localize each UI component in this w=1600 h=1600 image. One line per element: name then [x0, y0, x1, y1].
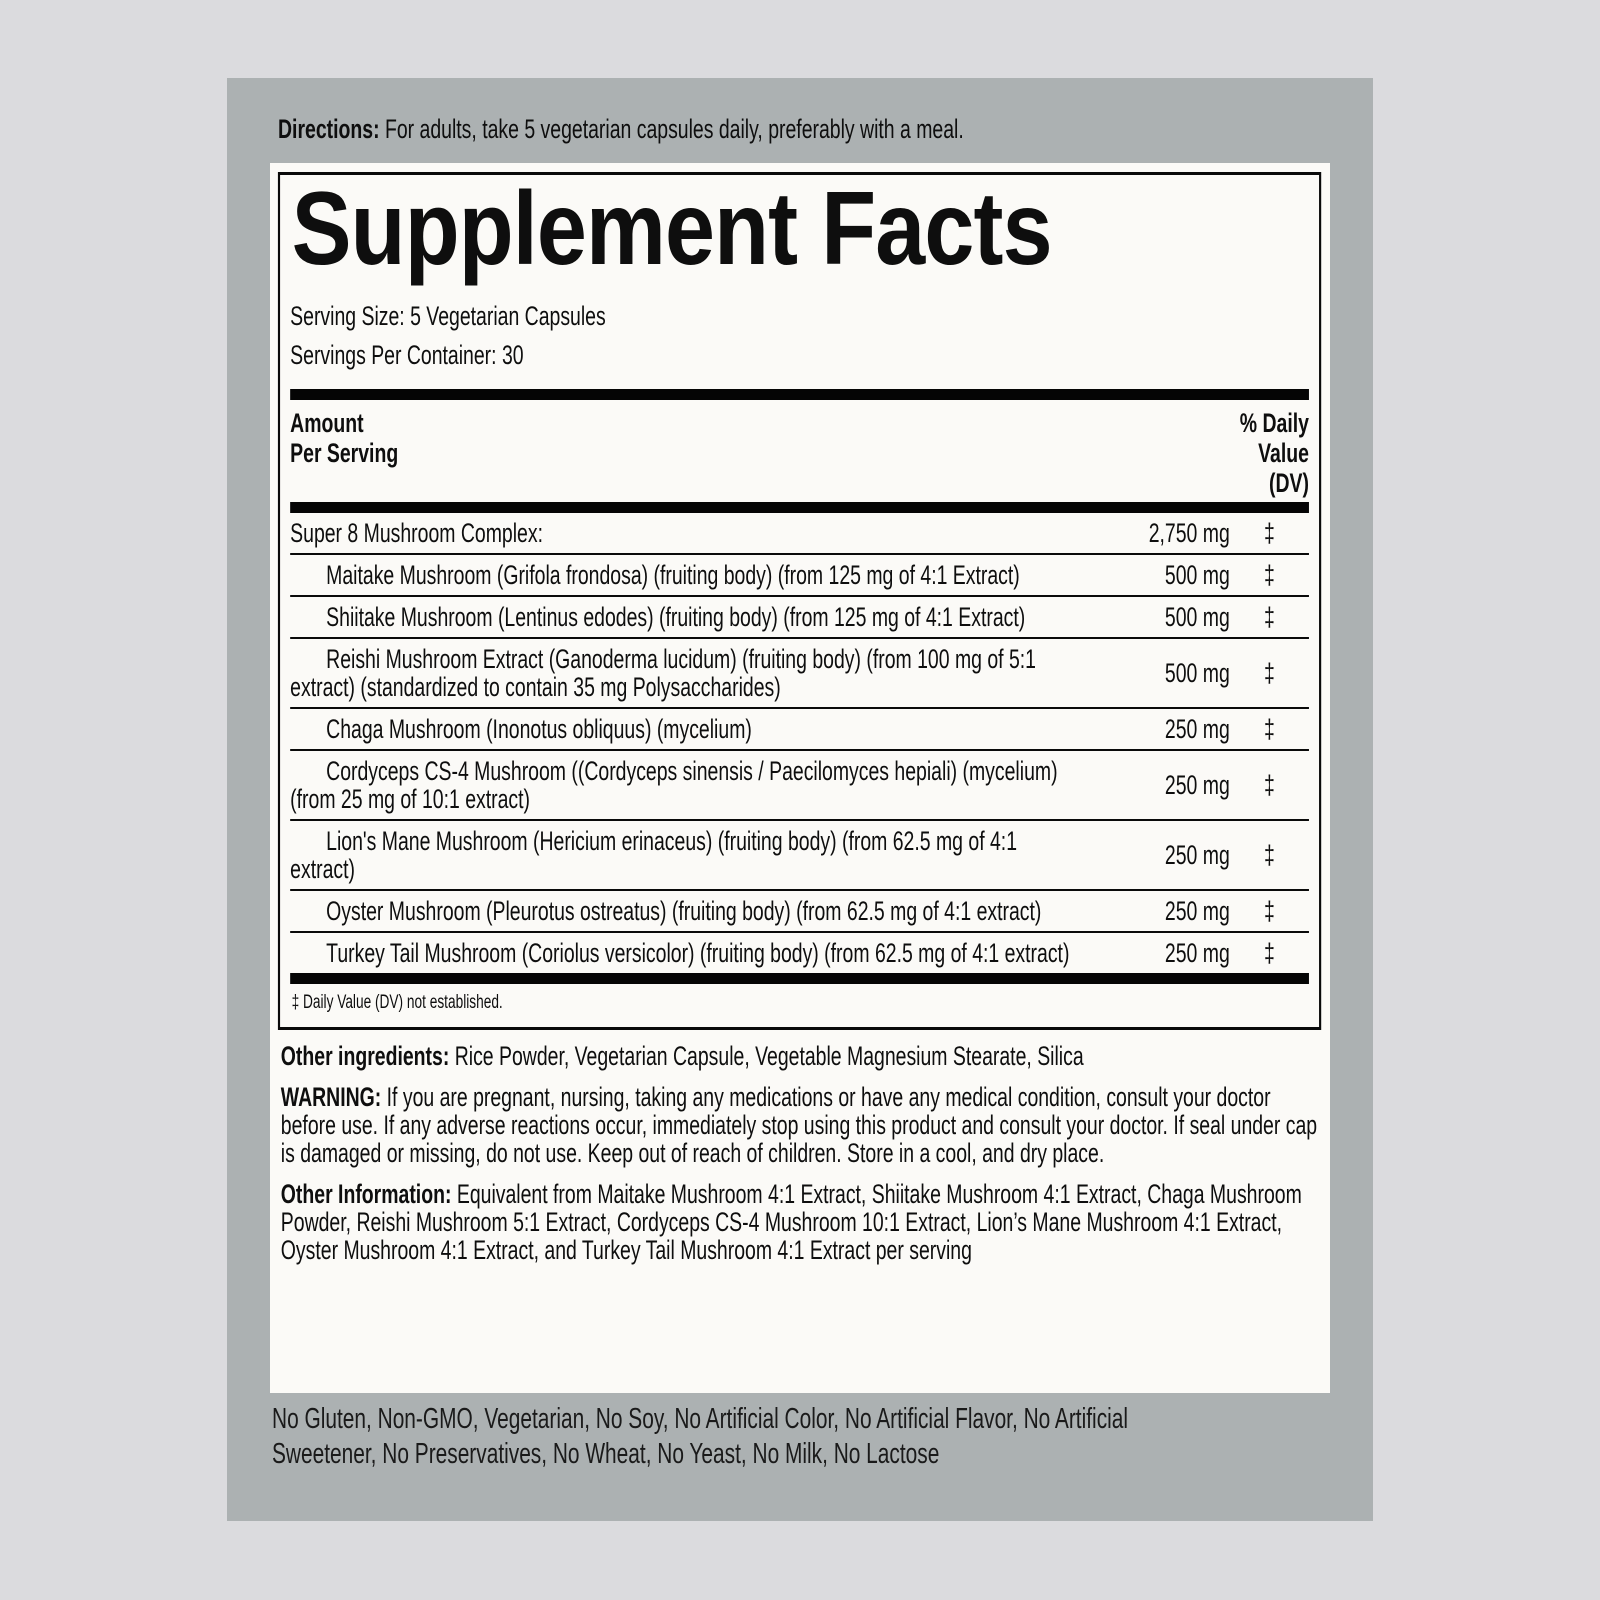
- ingredient-name: Super 8 Mushroom Complex:: [290, 518, 543, 548]
- dv-header-line2: Value: [1258, 438, 1309, 468]
- label-content: [270, 172, 1330, 1264]
- ingredient-dv: ‡: [1263, 559, 1275, 590]
- ingredient-name: Lion's Mane Mushroom (Hericium erinaceus) (fruiting body) (from 62.5 mg of 4:1 extract): [290, 826, 1018, 884]
- supplement-facts-box: [278, 172, 1321, 1030]
- amount-header-line1: Amount: [290, 408, 364, 438]
- table-row: [290, 751, 1309, 821]
- table-row: [290, 821, 1309, 891]
- ingredient-amount: 500 mg: [1164, 657, 1230, 688]
- ingredient-name: Chaga Mushroom (Inonotus obliquus) (mycelium): [326, 714, 752, 744]
- directions-line: [278, 114, 1142, 144]
- ingredient-amount: 250 mg: [1164, 895, 1230, 926]
- ingredient-name: Oyster Mushroom (Pleurotus ostreatus) (fruiting body) (from 62.5 mg of 4:1 extract): [326, 896, 1042, 926]
- other-ingredients-text: Rice Powder, Vegetarian Capsule, Vegetable Magnesium Stearate, Silica: [454, 1041, 1084, 1071]
- product-label-panel: [227, 78, 1373, 1521]
- ingredient-dv: ‡: [1263, 937, 1275, 968]
- claims-text: No Gluten, Non-GMO, Vegetarian, No Soy, No Artificial Color, No Artificial Flavor, No Artificial Sweetener, No Preservatives, No Wheat, No Yeast, No Milk, No Lactose: [272, 1403, 1129, 1470]
- divider-bar-header: [290, 502, 1309, 513]
- amount-header-line2: Per Serving: [290, 438, 399, 468]
- other-ingredients-paragraph: [281, 1042, 1319, 1070]
- ingredient-amount: 500 mg: [1164, 559, 1230, 590]
- warning-paragraph: [281, 1083, 1319, 1167]
- ingredient-amount: 500 mg: [1164, 601, 1230, 632]
- ingredient-dv: ‡: [1263, 839, 1275, 870]
- table-row: [290, 513, 1309, 555]
- ingredient-amount: 250 mg: [1164, 769, 1230, 800]
- directions-label: Directions:: [278, 114, 380, 144]
- table-row: [290, 597, 1309, 639]
- table-row: [290, 891, 1309, 933]
- directions-text: For adults, take 5 vegetarian capsules daily, preferably with a meal.: [384, 114, 964, 144]
- servings-per-container: Servings Per Container: 30: [290, 340, 524, 370]
- ingredient-dv: ‡: [1263, 601, 1275, 632]
- ingredient-name: Maitake Mushroom (Grifola frondosa) (fruiting body) (from 125 mg of 4:1 Extract): [326, 560, 1020, 590]
- table-row: [290, 555, 1309, 597]
- ingredient-dv: ‡: [1263, 713, 1275, 744]
- ingredient-amount: 2,750 mg: [1148, 517, 1230, 548]
- ingredient-name: Cordyceps CS-4 Mushroom ((Cordyceps sinensis / Paecilomyces hepiali) (mycelium) (from 25 mg of 10:1 extract): [290, 756, 1058, 814]
- ingredient-dv: ‡: [1263, 517, 1275, 548]
- supplement-facts-title: Supplement Facts: [291, 171, 1052, 287]
- footnote: ‡ Daily Value (DV) not established.: [291, 992, 503, 1013]
- other-ingredients-label: Other ingredients:: [280, 1041, 450, 1071]
- dv-header-line1: % Daily: [1239, 408, 1309, 438]
- warning-text: If you are pregnant, nursing, taking any medications or have any medical condition, consult your doctor before use. If any adverse reactions occur, immediately stop using this product and consult your doctor. If seal under cap is damaged or missing, do not use. Keep out of reach of children. Store in a cool, and dry place.: [280, 1082, 1318, 1168]
- table-row: [290, 639, 1309, 709]
- amount-per-serving-header: [290, 408, 398, 498]
- divider-bar-bottom: [290, 973, 1309, 984]
- dv-header-line3: (DV): [1269, 468, 1309, 498]
- table-row: [290, 933, 1309, 973]
- serving-size: Serving Size: 5 Vegetarian Capsules: [290, 301, 606, 331]
- ingredient-name: Turkey Tail Mushroom (Coriolus versicolor) (fruiting body) (from 62.5 mg of 4:1 extract): [326, 938, 1070, 968]
- supplement-facts-label: [270, 163, 1330, 1393]
- other-information-text: Equivalent from Maitake Mushroom 4:1 Extract, Shiitake Mushroom 4:1 Extract, Chaga Mushroom Powder, Reishi Mushroom 5:1 Extract, Cordyceps CS-4 Mushroom 10:1 Extract, Lion’s Mane Mushroom 4:1 Extract, Oyster Mushroom 4:1 Extract, and Turkey Tail Mushroom 4:1 Extract per serving: [280, 1179, 1302, 1265]
- ingredient-amount: 250 mg: [1164, 937, 1230, 968]
- table-row: [290, 709, 1309, 751]
- ingredient-dv: ‡: [1263, 657, 1275, 688]
- ingredient-amount: 250 mg: [1164, 839, 1230, 870]
- other-information-paragraph: [281, 1180, 1319, 1264]
- label-paragraphs: [278, 1042, 1321, 1264]
- ingredient-name: Reishi Mushroom Extract (Ganoderma lucidum) (fruiting body) (from 100 mg of 5:1 extract) (standardized to contain 35 mg Polysaccharides): [290, 644, 1036, 702]
- ingredient-dv: ‡: [1263, 769, 1275, 800]
- daily-value-header: [1240, 408, 1309, 498]
- ingredient-name: Shiitake Mushroom (Lentinus edodes) (fruiting body) (from 125 mg of 4:1 Extract): [326, 602, 1026, 632]
- other-information-label: Other Information:: [280, 1179, 452, 1209]
- warning-label: WARNING:: [280, 1082, 382, 1112]
- divider-bar-top: [290, 389, 1309, 400]
- ingredient-amount: 250 mg: [1164, 713, 1230, 744]
- ingredient-dv: ‡: [1263, 895, 1275, 926]
- table-header: [290, 408, 1309, 498]
